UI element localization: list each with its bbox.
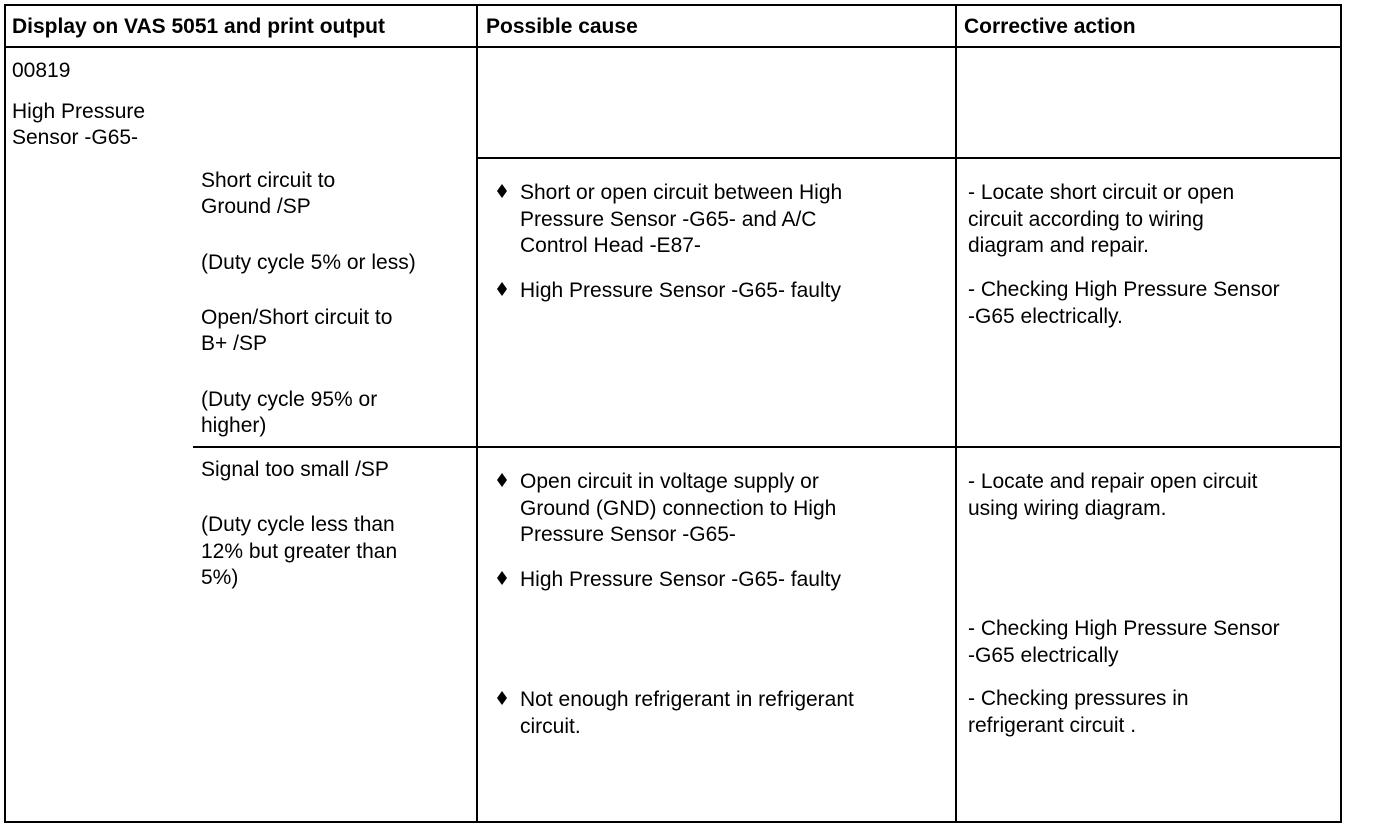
g2-cause1-line3: Pressure Sensor -G65- <box>520 523 736 546</box>
g2-cause2-line1: High Pressure Sensor -G65- faulty <box>520 568 841 591</box>
g2-cause1-line1: Open circuit in voltage supply or <box>520 470 819 493</box>
fault-code-name-line2: Sensor -G65- <box>12 126 139 149</box>
g1-action2-line2: -G65 electrically. <box>968 305 1123 328</box>
fault-code-name-line1: High Pressure <box>12 100 146 123</box>
g1-action2-line1: - Checking High Pressure Sensor <box>968 278 1280 301</box>
g2-action1-line1: - Locate and repair open circuit <box>968 470 1258 493</box>
g1-fault2-duty-line2: higher) <box>201 414 267 437</box>
g1-action1-line3: diagram and repair. <box>968 234 1149 257</box>
fault-code-number: 00819 <box>12 59 71 82</box>
header-possible-cause: Possible cause <box>486 15 638 38</box>
g1-fault2-duty-line1: (Duty cycle 95% or <box>201 388 378 411</box>
code-row-bottom-border <box>477 157 1342 159</box>
bullet-icon <box>497 571 507 585</box>
g1-fault2-line1: Open/Short circuit to <box>201 306 393 329</box>
g2-cause3-line1: Not enough refrigerant in refrigerant <box>520 688 854 711</box>
g1-fault2-line2: B+ /SP <box>201 332 267 355</box>
header-corrective-action: Corrective action <box>964 15 1136 38</box>
table-left-border <box>4 4 6 823</box>
g2-fault1-duty-line1: (Duty cycle less than <box>201 513 395 536</box>
g1-cause1-line1: Short or open circuit between High <box>520 181 843 204</box>
table-right-border <box>1340 4 1342 823</box>
column-divider-cause-action <box>955 4 957 823</box>
g1-action1-line1: - Locate short circuit or open <box>968 181 1235 204</box>
g2-action3-line2: refrigerant circuit . <box>968 714 1137 737</box>
g2-action2-line1: - Checking High Pressure Sensor <box>968 617 1280 640</box>
g2-fault1-duty-line3: 5%) <box>201 566 239 589</box>
bullet-icon <box>497 184 507 198</box>
group1-bottom-border <box>193 446 1342 448</box>
g2-cause1-line2: Ground (GND) connection to High <box>520 497 837 520</box>
table-bottom-border <box>4 821 1342 823</box>
g1-cause2-line1: High Pressure Sensor -G65- faulty <box>520 279 841 302</box>
bullet-icon <box>497 473 507 487</box>
g1-action1-line2: circuit according to wiring <box>968 208 1204 231</box>
bullet-icon <box>497 691 507 705</box>
g2-action2-line2: -G65 electrically <box>968 644 1119 667</box>
g2-cause3-line2: circuit. <box>520 715 581 738</box>
g1-fault1-line2: Ground /SP <box>201 195 311 218</box>
g2-fault1-line1: Signal too small /SP <box>201 458 389 481</box>
bullet-icon <box>497 282 507 296</box>
header-bottom-border <box>4 46 1342 48</box>
g1-fault1-line1: Short circuit to <box>201 169 336 192</box>
g1-fault1-duty: (Duty cycle 5% or less) <box>201 251 416 274</box>
header-display: Display on VAS 5051 and print output <box>12 15 385 38</box>
g2-action3-line1: - Checking pressures in <box>968 687 1189 710</box>
column-divider-display-cause <box>476 4 478 823</box>
table-top-border <box>4 4 1342 6</box>
g2-fault1-duty-line2: 12% but greater than <box>201 540 398 563</box>
g2-action1-line2: using wiring diagram. <box>968 497 1167 520</box>
g1-cause1-line3: Control Head -E87- <box>520 234 701 257</box>
g1-cause1-line2: Pressure Sensor -G65- and A/C <box>520 208 817 231</box>
